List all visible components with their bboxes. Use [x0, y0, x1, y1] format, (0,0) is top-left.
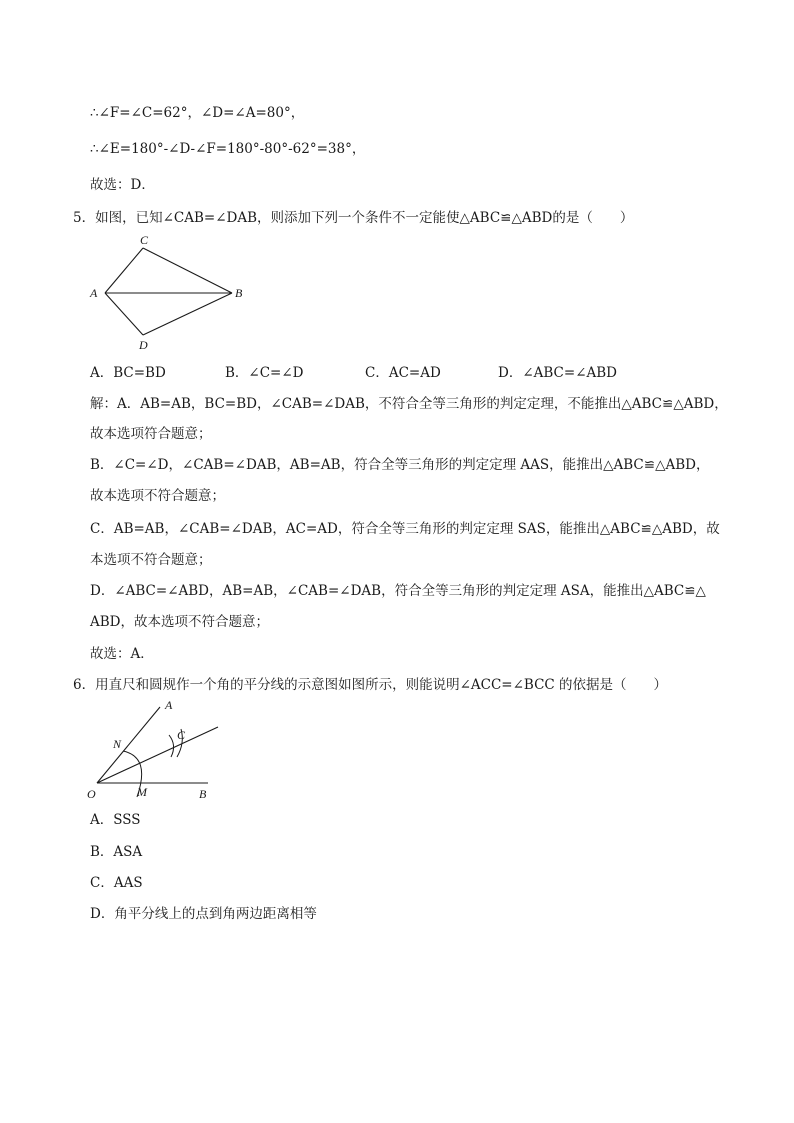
question-5-figure [85, 232, 255, 354]
label-b: B [199, 787, 207, 801]
prev-solution-line-2: ∴∠E=180°-∠D-∠F=180°-80°-62°=38°， [90, 141, 366, 157]
q6-option-c: C．AAS [90, 875, 143, 891]
label-n: N [113, 737, 122, 751]
ray-oa [97, 707, 160, 783]
q6-option-b: B．ASA [90, 844, 143, 860]
label-a: A [165, 698, 173, 712]
question-6-stem: 6．用直尺和圆规作一个角的平分线的示意图如图所示，则能说明∠ACC=∠BCC 的依据是（ ） [73, 677, 668, 693]
q5-solution-line-1: 解：A．AB=AB，BC=BD，∠CAB=∠DAB，不符合全等三角形的判定定理，不能推出△ABC≌△ABD， [90, 396, 728, 412]
arc-c-1 [169, 735, 174, 757]
q5-solution-line-8: ABD，故本选项不符合题意； [90, 614, 269, 630]
question-6-figure [85, 695, 235, 805]
q5-option-a: A．BC=BD [90, 365, 166, 381]
label-b: B [235, 286, 243, 300]
label-a: A [90, 286, 98, 300]
prev-solution-answer: 故选：D． [90, 177, 155, 193]
question-5-stem: 5．如图，已知∠CAB=∠DAB，则添加下列一个条件不一定能使△ABC≌△ABD的是（ ） [73, 210, 634, 226]
label-c: C [177, 728, 186, 742]
label-d: D [139, 338, 148, 352]
q5-solution-line-5: C．AB=AB，∠CAB=∠DAB，AC=AD，符合全等三角形的判定定理 SAS，能推出△ABC≌△ABD，故 [90, 521, 720, 537]
segment-ad [105, 293, 143, 335]
q6-option-a: A．SSS [90, 812, 141, 828]
ray-oc [97, 727, 218, 783]
q5-solution-line-2: 故本选项符合题意； [90, 426, 212, 442]
label-m: M [137, 785, 147, 799]
q6-option-d: D．角平分线上的点到角两边距离相等 [90, 906, 317, 922]
q5-solution-line-3: B．∠C=∠D，∠CAB=∠DAB，AB=AB，符合全等三角形的判定定理 AAS，能推出△ABC≌△ABD， [90, 457, 710, 473]
q5-option-d: D．∠ABC=∠ABD [498, 365, 618, 381]
prev-solution-line-1: ∴∠F=∠C=62°，∠D=∠A=80°， [90, 105, 305, 121]
label-c: C [140, 233, 149, 247]
segment-ac [105, 248, 143, 293]
q5-solution-line-6: 本选项不符合题意； [90, 552, 212, 568]
q5-solution-line-4: 故本选项不符合题意； [90, 488, 225, 504]
q5-option-c: C．AC=AD [365, 365, 441, 381]
segment-cb [143, 248, 232, 293]
q5-option-b: B．∠C=∠D [225, 365, 304, 381]
segment-db [143, 293, 232, 335]
q5-solution-line-7: D．∠ABC=∠ABD，AB=AB，∠CAB=∠DAB，符合全等三角形的判定定理 ASA，能推出△ABC≌△ [90, 583, 706, 599]
label-o: O [87, 787, 96, 801]
q5-solution-answer: 故选：A． [90, 646, 154, 662]
